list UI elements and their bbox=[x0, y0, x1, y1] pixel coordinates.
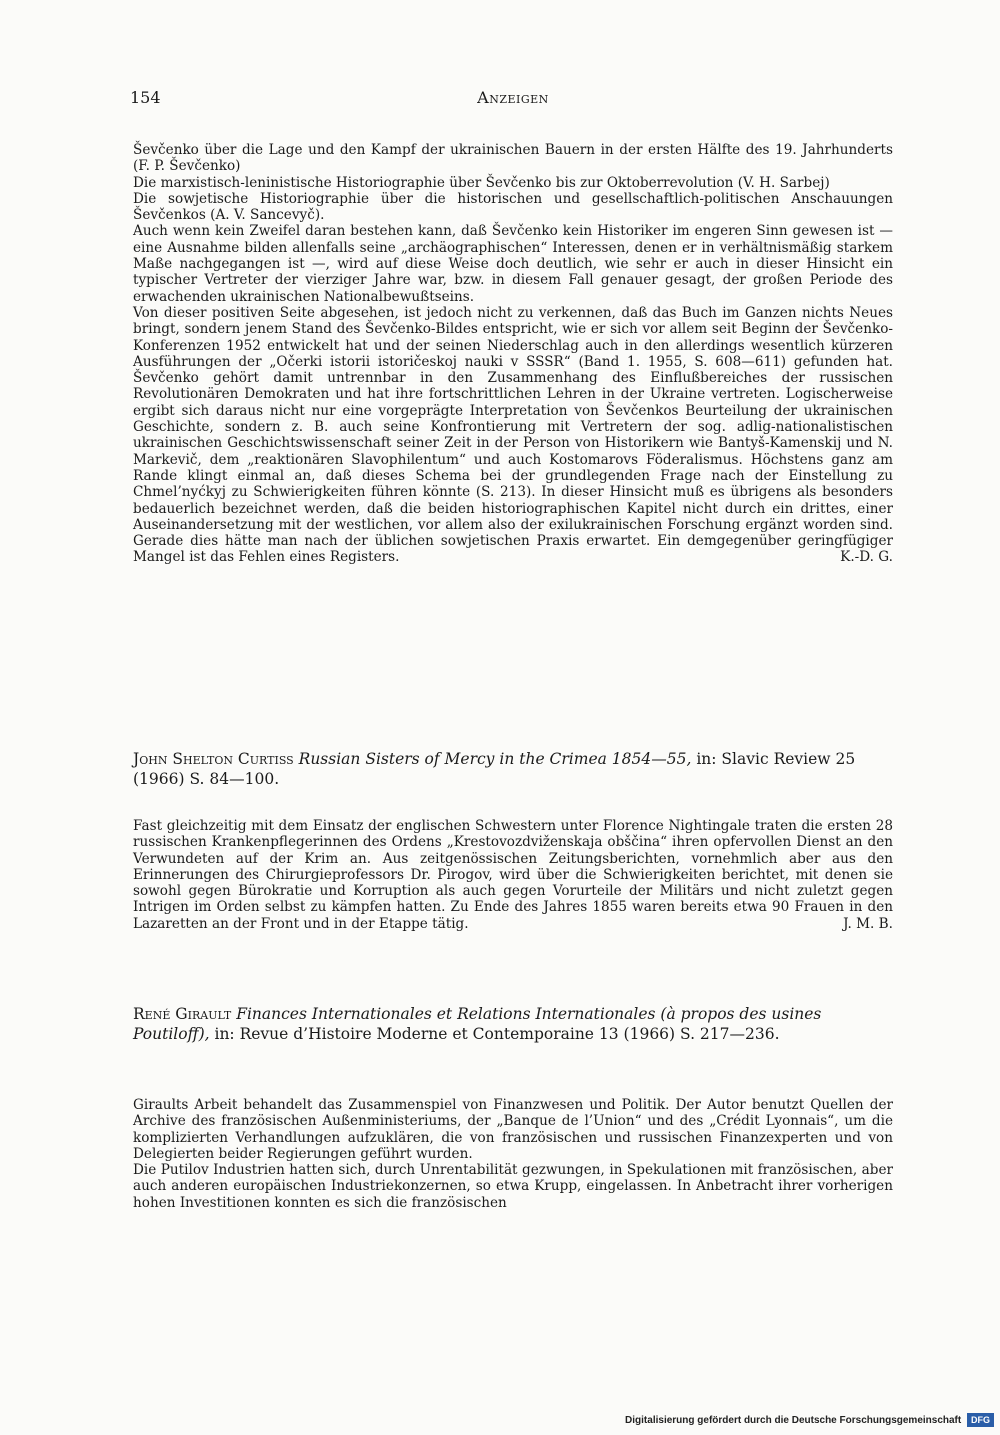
citation: in: Revue d’Histoire Moderne et Contemporaine 13 (1966) S. 217—236. bbox=[214, 1025, 780, 1043]
page-number: 154 bbox=[130, 88, 161, 107]
author-name: René Girault bbox=[133, 1005, 232, 1023]
article-title: Russian Sisters of Mercy in the Crimea 1854—55, bbox=[298, 750, 692, 768]
chapter-line: Ševčenko über die Lage und den Kampf der ukrainischen Bauern in der ersten Hälfte des 19. Jahrhunderts (F. P. Ševčenko) bbox=[133, 142, 893, 175]
paragraph bbox=[133, 818, 893, 932]
author-name: John Shelton Curtiss bbox=[133, 750, 294, 768]
running-title: Anzeigen bbox=[477, 88, 549, 107]
paragraph-text: Fast gleichzeitig mit dem Einsatz der englischen Schwestern unter Florence Nightingale traten die ersten 28 russischen Krankenpflegerinnen des Ordens „Krestovozdviženskaja obščina“ ihren opfervollen Dienst an den Verwundeten auf der Krim an. Aus zeitgenössischen Zeitungsberichten, vornehmlich aber aus den Erinnerungen des Chirurgieprofessors Dr. Pirogov, wird über die Schwierigkeiten berichtet, mit denen sie sowohl gegen Bürokratie und Korruption als auch gegen Vorurteile der Militärs und nicht zuletzt gegen Intrigen im Orden selbst zu kämpfen hatten. Zu Ende des Jahres 1855 waren bereits etwa 90 Frauen in den Lazaretten an der Front und in der Etappe tätig. bbox=[133, 818, 893, 932]
chapter-line: Die sowjetische Historiographie über die historischen und gesellschaftlich-politischen Anschauungen Ševčenkos (A. V. Sancevyč). bbox=[133, 190, 893, 224]
article-title: Finances Internationales et Relations Internationales (à propos des usines Poutiloff), bbox=[133, 1005, 822, 1043]
digitization-credit bbox=[625, 1413, 994, 1429]
page-header bbox=[130, 88, 893, 112]
paragraph: Giraults Arbeit behandelt das Zusammenspiel von Finanzwesen und Politik. Der Autor benutzt Quellen der Archive des französischen Außenministeriums, der „Banque de l’Union“ und des „Crédit Lyonnais“, um die komplizierten Verhandlungen aufzuklären, die von französischen und russischen Finanzexperten und von Delegierten beider Regierungen geführt wurden. bbox=[133, 1097, 893, 1162]
review-body bbox=[133, 818, 893, 932]
review-heading bbox=[133, 749, 893, 789]
review-heading bbox=[133, 1004, 893, 1044]
paragraph: Die Putilov Industrien hatten sich, durch Unrentabilität gezwungen, in Spekulationen mit französischen, aber auch anderen europäischen Industriekonzernen, so etwa Krupp, eingelassen. In Anbetracht ihrer vorherigen hohen Investitionen konnten es sich die französischen bbox=[133, 1162, 893, 1211]
review-continuation bbox=[133, 142, 893, 566]
credit-text: Digitalisierung gefördert durch die Deutsche Forschungsgemeinschaft bbox=[625, 1415, 962, 1426]
citation: in: Slavic Review 25 (1966) S. 84—100. bbox=[133, 750, 856, 788]
review-body bbox=[133, 1097, 893, 1211]
reviewer-initials: J. M. B. bbox=[843, 915, 893, 932]
dfg-logo: DFG bbox=[967, 1413, 994, 1427]
reviewer-initials: K.-D. G. bbox=[840, 549, 893, 566]
paragraph: Auch wenn kein Zweifel daran bestehen kann, daß Ševčenko kein Historiker im engeren Sinn gewesen ist — eine Ausnahme bilden allenfalls seine „archäographischen“ Interessen, denen er in verhältnismäßig starkem Maße nachgegangen ist —, wird auf diese Weise doch deutlich, wie sehr er auch in dieser Hinsicht ein typischer Vertreter der vierziger Jahre war, bzw. in diesem Fall genauer gesagt, der großen Periode des erwachenden ukrainischen Nationalbewußtseins. bbox=[133, 223, 893, 305]
paragraph bbox=[133, 305, 893, 566]
paragraph-text: Von dieser positiven Seite abgesehen, ist jedoch nicht zu verkennen, daß das Buch im Ganzen nichts Neues bringt, sondern jenem Stand des Ševčenko-Bildes entspricht, wie er sich vor allem seit Beginn der Ševčenko-Konferenzen 1952 entwickelt hat und der seinen Niederschlag auch in den allerdings wesentlich kürzeren Ausführungen der „Očerki istorii istoričeskoj nauki v SSSR“ (Band 1. 1955, S. 608—611) gefunden hat. Ševčenko gehört damit untrennbar in den Zusammenhang des Einflußbereiches der russischen Revolutionären Demokraten und hat ihre fortschrittlichen Lehren in der Ukraine vertreten. Logischerweise ergibt sich daraus nicht nur eine vorgeprägte Interpretation von Ševčenkos Beurteilung der ukrainischen Geschichte, sondern z. B. auch seine Konfrontierung mit Vertretern der sog. adlig-nationalistischen ukrainischen Geschichtswissenschaft seiner Zeit in der Person von Historikern wie Bantyš-Kamenskij und N. Markevič, dem „reaktionären Slavophilentum“ und auch Kostomarovs Föderalismus. Höchstens ganz am Rande klingt einmal an, daß dieses Schema bei der grundlegenden Frage nach der Einstellung zu Chmel’nyćkyj zu Schwierigkeiten führen könnte (S. 213). In dieser Hinsicht muß es übrigens als besonders bedauerlich bezeichnet werden, daß die beiden historiographischen Kapitel nicht durch ein drittes, einer Auseinandersetzung mit der westlichen, vor allem also der exilukrainischen Forschung ergänzt worden sind. Gerade dies hätte man nach der üblichen sowjetischen Praxis erwartet. Ein demgegenüber geringfügiger Mangel ist das Fehlen eines Registers. bbox=[133, 304, 893, 566]
chapter-line: Die marxistisch-leninistische Historiographie über Ševčenko bis zur Oktoberrevolution (V. H. Sarbej) bbox=[133, 174, 830, 191]
